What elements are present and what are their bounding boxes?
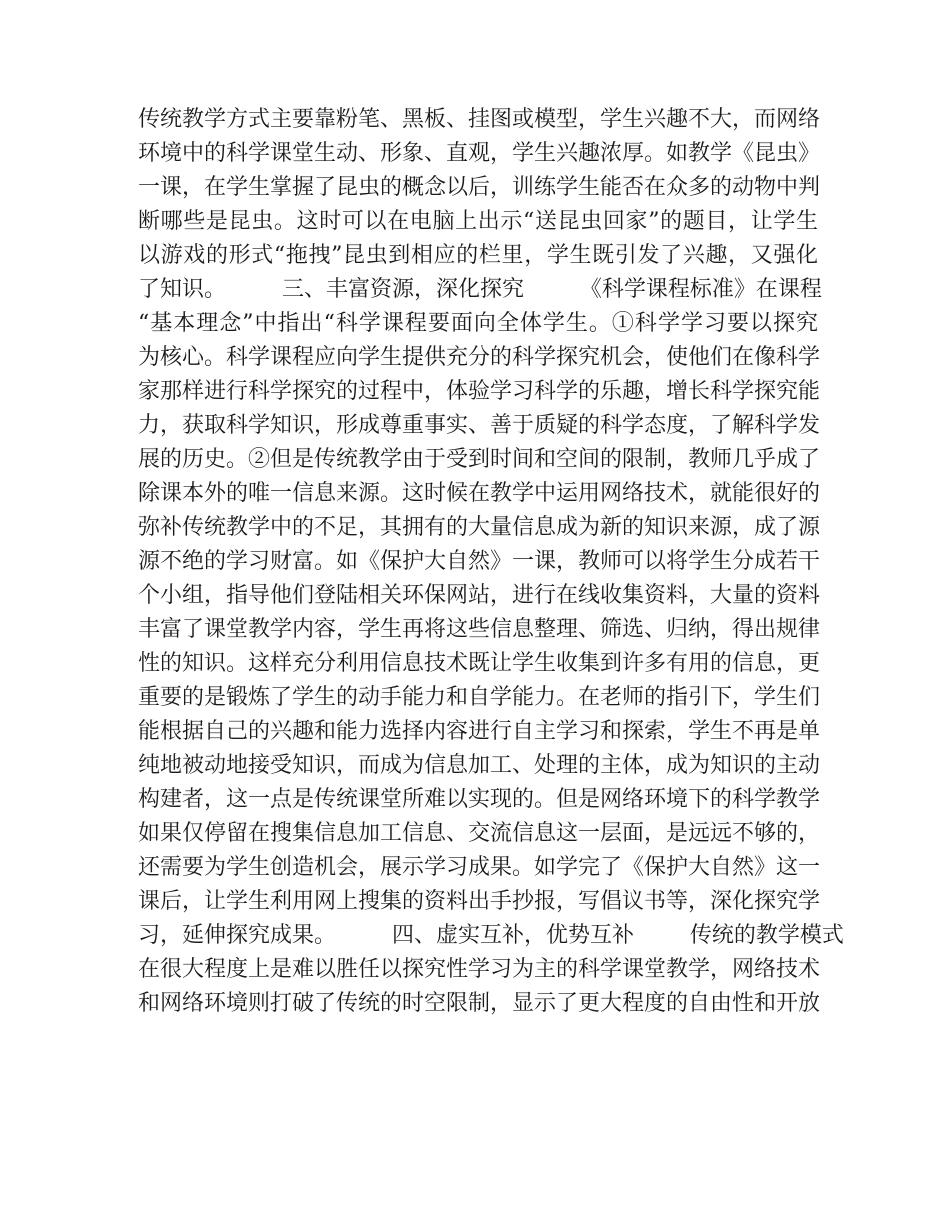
text-line: 展的历史。②但是传统教学由于受到时间和空间的限制，教师几乎成了	[138, 447, 821, 472]
text-line: 性的知识。这样充分利用信息技术既让学生收集到许多有用的信息，更	[138, 651, 821, 676]
text-line: 构建者，这一点是传统课堂所难以实现的。但是网络环境下的科学教学	[138, 787, 821, 812]
body-text	[138, 103, 844, 1021]
text-line: 弥补传统教学中的不足，其拥有的大量信息成为新的知识来源，成了源	[138, 515, 821, 540]
text-line: 力，获取科学知识，形成尊重事实、善于质疑的科学态度，了解科学发	[138, 413, 821, 438]
text-line: 除课本外的唯一信息来源。这时候在教学中运用网络技术，就能很好的	[138, 481, 821, 506]
text-line: 为核心。科学课程应向学生提供充分的科学探究机会，使他们在像科学	[138, 345, 821, 370]
text-line: 丰富了课堂教学内容，学生再将这些信息整理、筛选、归纳，得出规律	[138, 617, 821, 642]
text-line: 习，延伸探究成果。 四、虚实互补，优势互补 传统的教学模式	[138, 923, 844, 948]
text-line: 家那样进行科学探究的过程中，体验学习科学的乐趣，增长科学探究能	[138, 379, 821, 404]
text-line: 重要的是锻炼了学生的动手能力和自学能力。在老师的指引下，学生们	[138, 685, 821, 710]
text-line: 纯地被动地接受知识，而成为信息加工、处理的主体，成为知识的主动	[138, 753, 821, 778]
text-line: 环境中的科学课堂生动、形象、直观，学生兴趣浓厚。如教学《昆虫》	[138, 141, 821, 166]
text-line: 传统教学方式主要靠粉笔、黑板、挂图或模型，学生兴趣不大，而网络	[138, 107, 821, 132]
text-line: 断哪些是昆虫。这时可以在电脑上出示“送昆虫回家”的题目，让学生	[138, 209, 818, 234]
text-line: 能根据自己的兴趣和能力选择内容进行自主学习和探索，学生不再是单	[138, 719, 821, 744]
text-line: “基本理念”中指出“科学课程要面向全体学生。①科学学习要以探究	[138, 311, 818, 336]
text-line: 课后，让学生利用网上搜集的资料出手抄报，写倡议书等，深化探究学	[138, 889, 821, 914]
text-line: 如果仅停留在搜集信息加工信息、交流信息这一层面，是远远不够的，	[138, 821, 821, 846]
text-line: 和网络环境则打破了传统的时空限制，显示了更大程度的自由性和开放	[138, 991, 821, 1016]
text-line: 以游戏的形式“拖拽”昆虫到相应的栏里，学生既引发了兴趣，又强化	[138, 243, 818, 268]
text-line: 个小组，指导他们登陆相关环保网站，进行在线收集资料，大量的资料	[138, 583, 821, 608]
text-line: 一课，在学生掌握了昆虫的概念以后，训练学生能否在众多的动物中判	[138, 175, 821, 200]
text-line: 在很大程度上是难以胜任以探究性学习为主的科学课堂教学，网络技术	[138, 957, 821, 982]
text-line: 还需要为学生创造机会，展示学习成果。如学完了《保护大自然》这一	[138, 855, 821, 880]
text-line: 源不绝的学习财富。如《保护大自然》一课，教师可以将学生分成若干	[138, 549, 821, 574]
text-line: 了知识。 三、丰富资源，深化探究 《科学课程标准》在课程	[138, 277, 822, 302]
